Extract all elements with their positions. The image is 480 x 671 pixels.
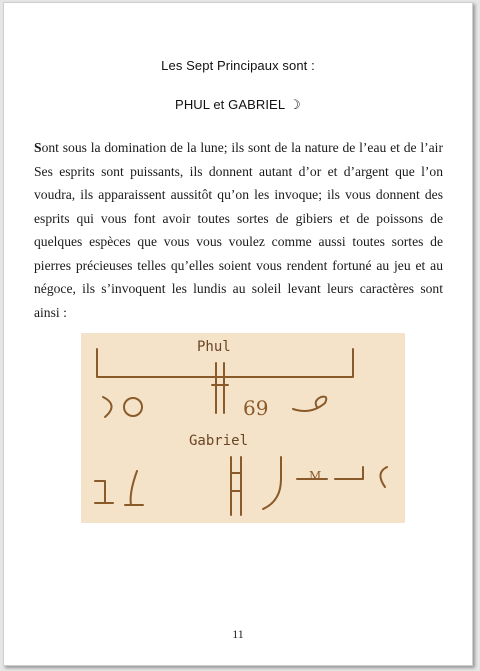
gabriel-end-crescent xyxy=(380,467,387,487)
phul-circle-glyph xyxy=(124,398,142,416)
sigil-drawing xyxy=(81,333,405,523)
phul-curl-glyph xyxy=(293,397,326,411)
page-number: 11 xyxy=(232,627,244,641)
paragraph-text: ont sous la domination de la lune; ils sont de la nature de l’eau et de l’air Ses esprits sont puissants, ils donnent autant d’or et d’argent que l’on voudra, ils apparaissent aussitôt qu’on les invoque; ils vous donnent des esprits qui vous font avoir toutes sortes de gibiers et de poissons de quelques espèces que vous vous voulez comme aussi toutes sortes de pierres précieuses telles qu’elles soient vous rendent fortuné au jeu et au négoce, ils s’invoquent les lundis au soleil levant leurs caractères sont ainsi : xyxy=(34,140,443,320)
gabriel-letter-glyph: M xyxy=(309,469,322,483)
figure-label-gabriel: Gabriel xyxy=(189,433,249,449)
manuscript-sigil-figure xyxy=(81,333,405,523)
gabriel-hook-glyph xyxy=(263,457,281,509)
gabriel-left-bracket xyxy=(95,481,113,503)
phul-crescent-glyph xyxy=(103,397,112,417)
phul-number-glyph: 69 xyxy=(243,396,269,420)
figure-label-phul: Phul xyxy=(197,339,231,355)
body-paragraph xyxy=(34,136,443,324)
paragraph-dropcap: S xyxy=(34,140,42,155)
section-subheading xyxy=(4,97,472,113)
phul-double-bar xyxy=(212,363,228,413)
gabriel-stroke-glyph xyxy=(125,471,143,505)
section-heading: Les Sept Principaux sont : xyxy=(161,58,315,73)
gabriel-ladder-glyph xyxy=(231,457,241,515)
gabriel-right-line xyxy=(335,467,363,479)
document-page xyxy=(3,2,473,666)
subheading-text: PHUL et GABRIEL xyxy=(175,97,286,112)
moon-symbol-icon: ☽ xyxy=(289,97,301,112)
